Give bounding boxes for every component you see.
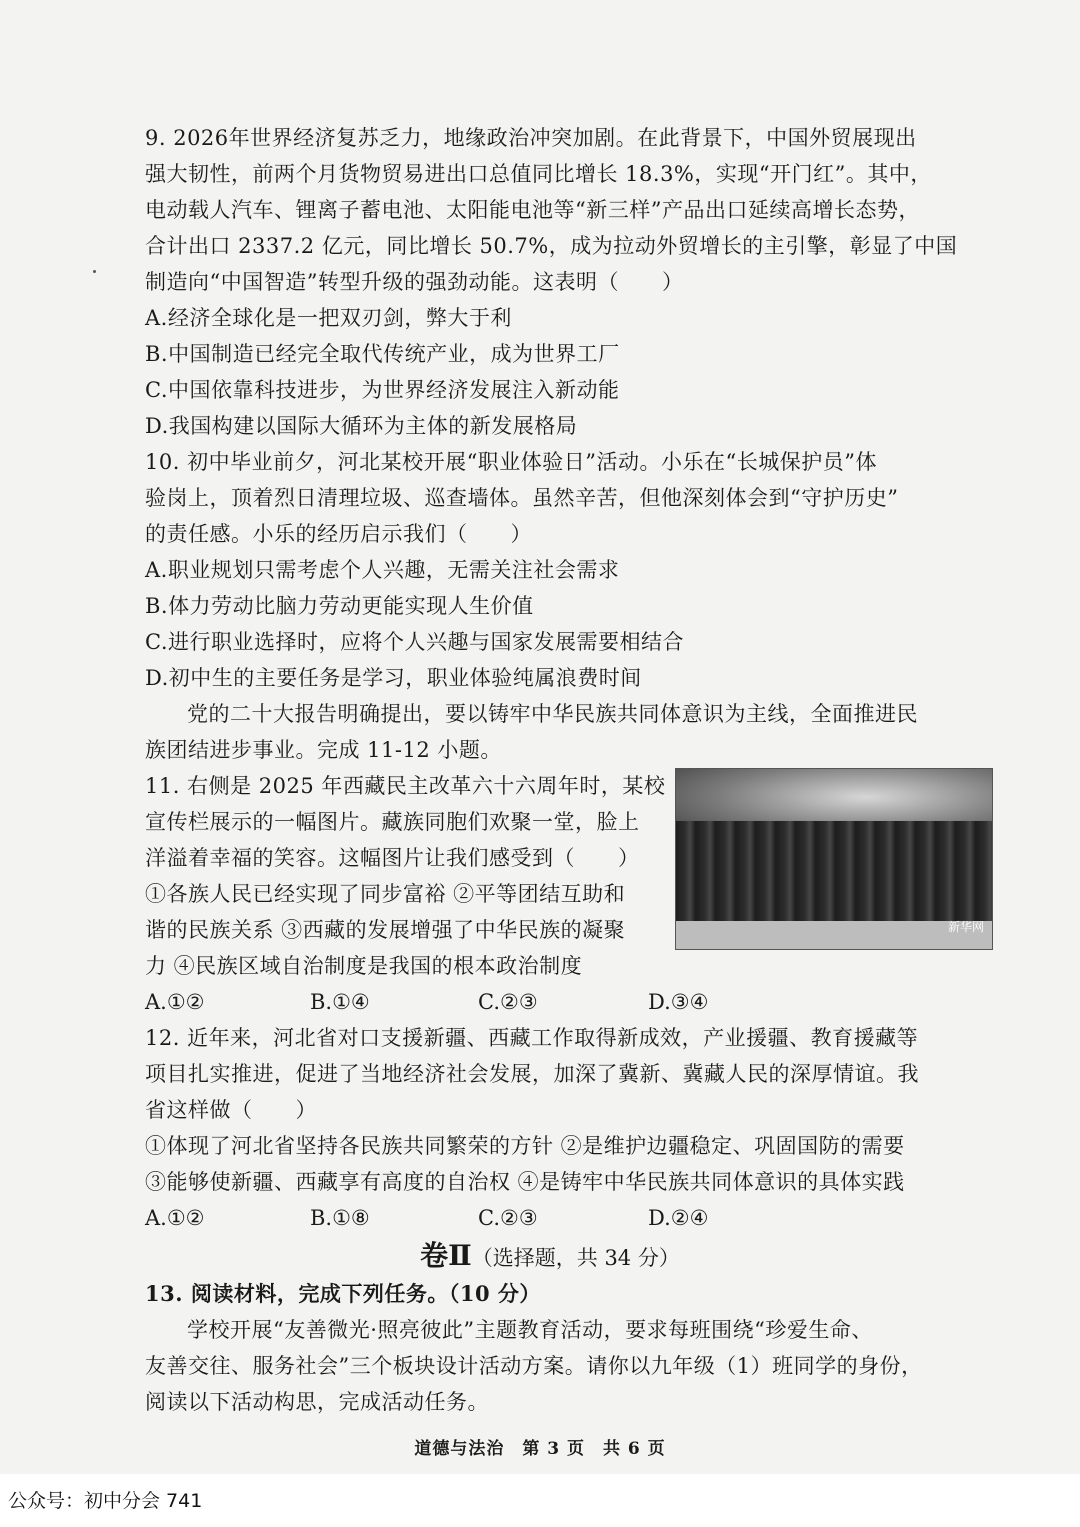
q10-line: 10. 初中毕业前夕，河北某校开展“职业体验日”活动。小乐在“长城保护员”体	[145, 450, 878, 474]
q12-option-d: D.②④	[648, 1206, 709, 1230]
q12-line: ①体现了河北省坚持各民族共同繁荣的方针 ②是维护边疆稳定、巩固国防的需要	[145, 1134, 905, 1158]
q13-line: 阅读以下活动构思，完成活动任务。	[145, 1390, 489, 1414]
q9-line: 电动载人汽车、锂离子蓄电池、太阳能电池等“新三样”产品出口延续高增长态势，	[145, 198, 920, 222]
q11-line: ①各族人民已经实现了同步富裕 ②平等团结互助和	[145, 882, 626, 906]
q12-line: 12. 近年来，河北省对口支援新疆、西藏工作取得新成效，产业援疆、教育援藏等	[145, 1026, 919, 1050]
q11-options	[145, 984, 955, 1020]
photo-ground	[676, 921, 992, 949]
q10-option-b: B.体力劳动比脑力劳动更能实现人生价值	[145, 594, 534, 618]
intro-line: 族团结进步事业。完成 11-12 小题。	[145, 738, 502, 762]
photo-crowd	[676, 821, 992, 921]
q10-option-c: C.进行职业选择时，应将个人兴趣与国家发展需要相结合	[145, 630, 684, 654]
page-content	[145, 120, 984, 1420]
question-10	[145, 444, 955, 696]
question-13	[145, 1276, 955, 1420]
q9-line: 合计出口 2337.2 亿元，同比增长 50.7%，成为拉动外贸增长的主引擎，彰显了中国	[145, 234, 958, 258]
q11-line: 宣传栏展示的一幅图片。藏族同胞们欢聚一堂，脸上	[145, 810, 640, 834]
q11-option-a: A.①②	[145, 990, 205, 1014]
page-footer: 道德与法治 第 3 页 共 6 页	[414, 1439, 666, 1459]
q9-line: 9. 2026年世界经济复苏乏力，地缘政治冲突加剧。在此背景下，中国外贸展现出	[145, 126, 917, 150]
intro-line: 党的二十大报告明确提出，要以铸牢中华民族共同体意识为主线，全面推进民	[187, 702, 918, 726]
q11-option-c: C.②③	[478, 990, 538, 1014]
question-11	[145, 768, 984, 1020]
q12-option-a: A.①②	[145, 1206, 205, 1230]
q10-line: 的责任感。小乐的经历启示我们（ ）	[145, 522, 532, 546]
q13-line: 学校开展“友善微光·照亮彼此”主题教育活动，要求每班围绕“珍爱生命、	[187, 1318, 873, 1342]
q9-option-d: D.我国构建以国际大循环为主体的新发展格局	[145, 414, 578, 438]
q9-option-c: C.中国依靠科技进步，为世界经济发展注入新动能	[145, 378, 620, 402]
q9-line: 强大韧性，前两个月货物贸易进出口总值同比增长 18.3%，实现“开门红”。其中，	[145, 162, 932, 186]
section-2-heading: 卷Ⅱ	[420, 1239, 472, 1272]
question-9	[145, 120, 958, 444]
q13-heading: 13. 阅读材料，完成下列任务。（10 分）	[145, 1281, 541, 1306]
q9-line: 制造向“中国智造”转型升级的强劲动能。这表明（ ）	[145, 270, 684, 294]
q11-line: 谐的民族关系 ③西藏的发展增强了中华民族的凝聚	[145, 918, 626, 942]
q12-line: 项目扎实推进，促进了当地经济社会发展，加深了冀新、冀藏人民的深厚情谊。我	[145, 1062, 919, 1086]
intro-11-12	[145, 696, 955, 768]
account-credit: 公众号：初中分会 741	[8, 1486, 202, 1513]
q11-option-d: D.③④	[648, 990, 709, 1014]
q12-option-c: C.②③	[478, 1206, 538, 1230]
q11-option-b: B.①④	[310, 990, 370, 1014]
q10-option-d: D.初中生的主要任务是学习，职业体验纯属浪费时间	[145, 666, 642, 690]
q10-option-a: A.职业规划只需考虑个人兴趣，无需关注社会需求	[145, 558, 620, 582]
scan-speck	[93, 270, 96, 273]
q11-line: 11. 右侧是 2025 年西藏民主改革六十六周年时，某校	[145, 774, 666, 798]
question-12	[145, 1020, 955, 1236]
q9-option-a: A.经济全球化是一把双刃剑，弊大于利	[145, 306, 512, 330]
q10-line: 验岗上，顶着烈日清理垃圾、巡查墙体。虽然辛苦，但他深刻体会到“守护历史”	[145, 486, 899, 510]
section-2-title	[145, 1236, 955, 1276]
photo-watermark: 新华网	[947, 920, 984, 934]
q13-line: 友善交往、服务社会”三个板块设计活动方案。请你以九年级（1）班同学的身份，	[145, 1354, 923, 1378]
q12-options	[145, 1200, 955, 1236]
q12-line: ③能够使新疆、西藏享有高度的自治权 ④是铸牢中华民族共同体意识的具体实践	[145, 1170, 905, 1194]
q12-option-b: B.①⑧	[310, 1206, 370, 1230]
q11-line: 力 ④民族区域自治制度是我国的根本政治制度	[145, 954, 583, 978]
q11-line: 洋溢着幸福的笑容。这幅图片让我们感受到（ ）	[145, 846, 640, 870]
section-2-subtitle: （选择题，共 34 分）	[471, 1246, 680, 1270]
q9-option-b: B.中国制造已经完全取代传统产业，成为世界工厂	[145, 342, 620, 366]
tibet-celebration-photo	[675, 768, 993, 950]
q12-line: 省这样做（ ）	[145, 1098, 317, 1122]
